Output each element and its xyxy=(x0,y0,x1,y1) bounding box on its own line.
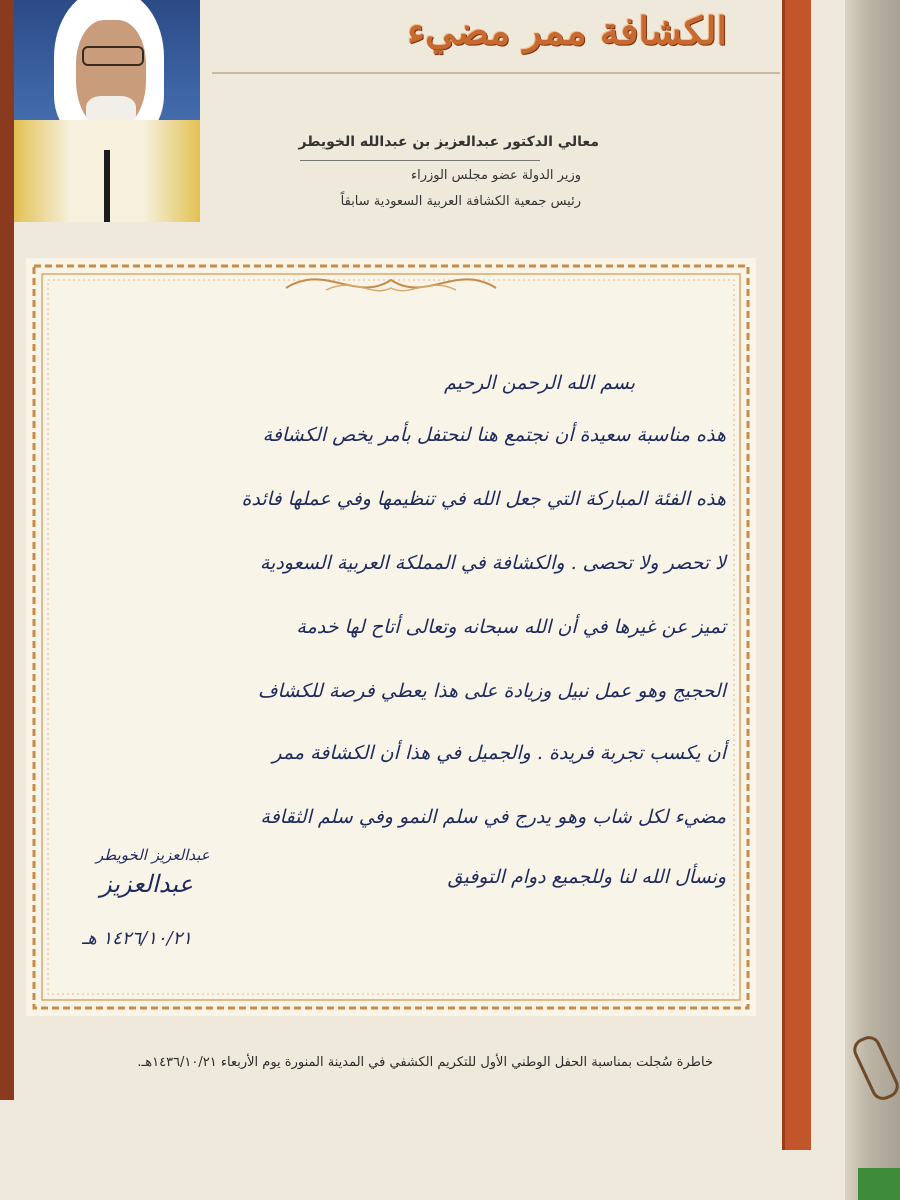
letter-line: مضيء لكل شاب وهو يدرج في سلم النمو وفي سلم الثقافة xyxy=(260,806,726,828)
letter-line: ونسأل الله لنا وللجميع دوام التوفيق xyxy=(447,866,726,888)
title-divider xyxy=(212,72,780,74)
handwritten-signature: عبدالعزيز xyxy=(100,870,193,898)
letter-caption: خاطرة سُجلت بمناسبة الحفل الوطني الأول للتكريم الكشفي في المدينة المنورة يوم الأربعاء ١٤٣٦/١٠/٢١هـ. xyxy=(137,1055,713,1070)
letter-date: ١٤٢٦/١٠/٢١ هـ xyxy=(82,928,192,949)
letter-line: لا تحصر ولا تحصى . والكشافة في المملكة العربية السعودية xyxy=(259,552,726,574)
letter-line: هذه الفئة المباركة التي جعل الله في تنظيمها وفي عملها فائدة xyxy=(241,488,726,510)
person-name: معالي الدكتور عبدالعزيز بن عبدالله الخويطر xyxy=(298,134,599,150)
letter-line: أن يكسب تجربة فريدة . والجميل في هذا أن الكشافة ممر xyxy=(272,742,726,764)
letter-line: الحجيج وهو عمل نبيل وزيادة على هذا يعطي فرصة للكشاف xyxy=(257,680,726,702)
page-title: الكشافة ممر مضيء xyxy=(407,8,727,53)
name-underline xyxy=(300,160,540,161)
person-role-2: رئيس جمعية الكشافة العربية السعودية سابقاً xyxy=(340,194,581,209)
signature-name: عبدالعزيز الخويطر xyxy=(96,846,210,864)
letter-line: تميز عن غيرها في أن الله سبحانه وتعالى أتاح لها خدمة xyxy=(296,616,726,638)
left-color-bar xyxy=(0,0,14,1100)
letter-line: هذه مناسبة سعيدة أن نجتمع هنا لنحتفل بأمر يخص الكشافة xyxy=(262,424,726,446)
person-role-1: وزير الدولة عضو مجلس الوزراء xyxy=(410,168,581,183)
portrait-photo xyxy=(14,0,200,222)
letter-bismillah: بسم الله الرحمن الرحيم xyxy=(444,372,635,394)
corner-tab xyxy=(858,1168,900,1200)
right-color-bar xyxy=(782,0,811,1150)
adjacent-page-edge xyxy=(845,0,900,1200)
